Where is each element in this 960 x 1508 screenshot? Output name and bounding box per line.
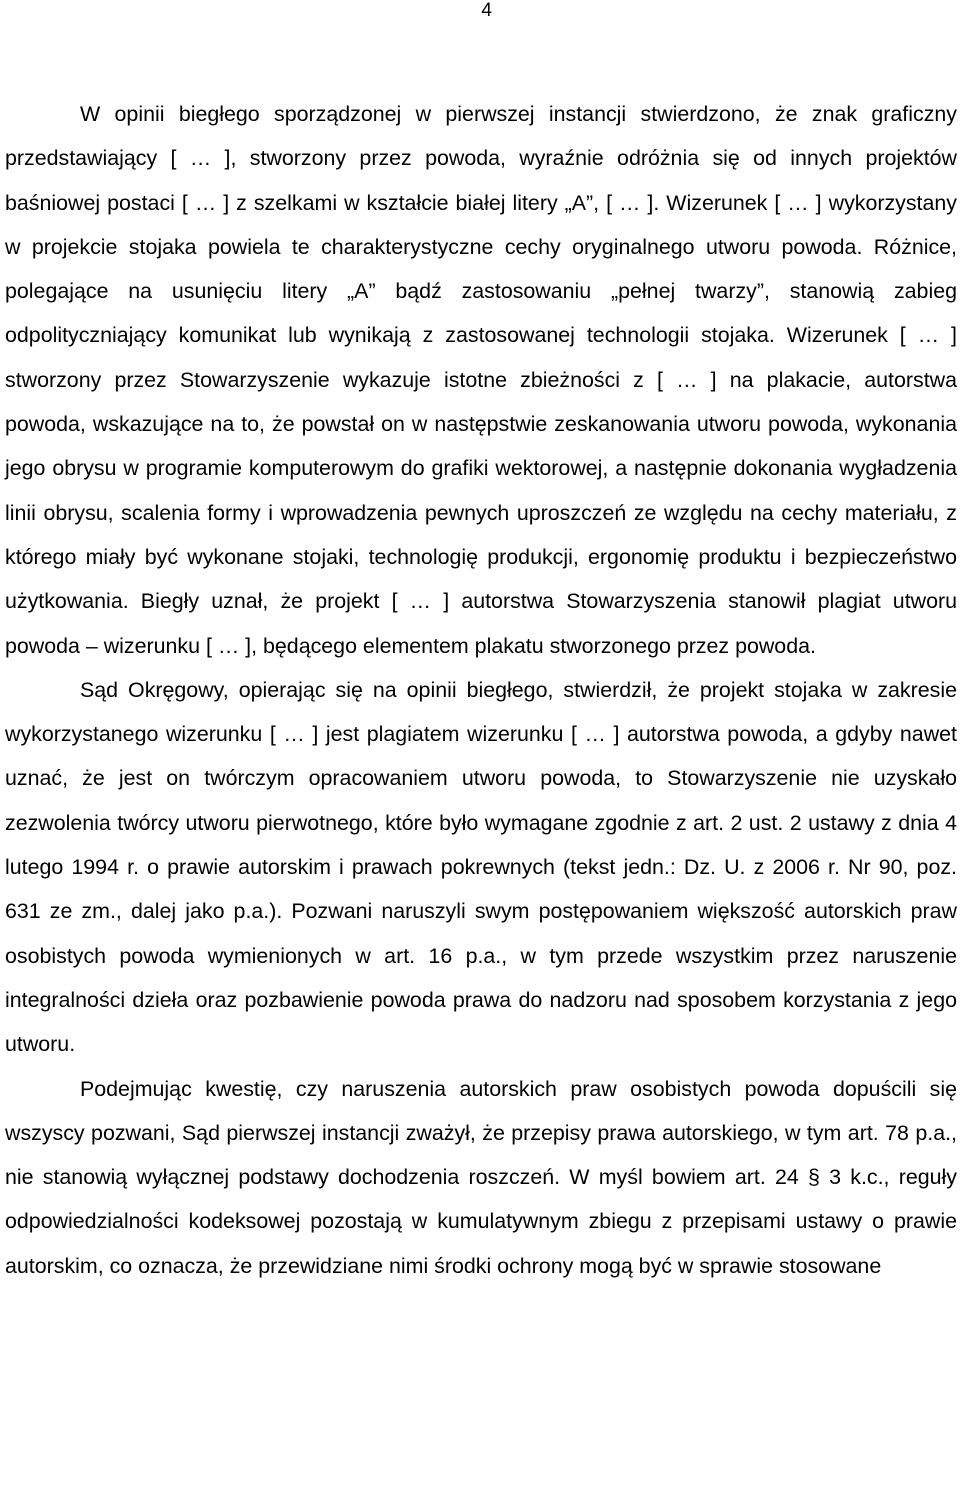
paragraph-expert-opinion: W opinii biegłego sporządzonej w pierwszej instancji stwierdzono, że znak graficzny przedstawiający [ … ], stworzony przez powoda, wyraźnie odróżnia się od innych projektów baśniowej postaci [ … ] z szelkami w kształcie białej litery „A”, [ … ]. Wizerunek [ … ] wykorzystany w projekcie stojaka powiela te charakterystyczne cechy oryginalnego utworu powoda. Różnice, polegające na usunięciu litery „A” bądź zastosowaniu „pełnej twarzy”, stanowią zabieg odpolityczniający komunikat lub wynikają z zastosowanej technologii stojaka. Wizerunek [ … ] stworzony przez Stowarzyszenie wykazuje istotne zbieżności z [ … ] na plakacie, autorstwa powoda, wskazujące na to, że powstał on w następstwie zeskanowania utworu powoda, wykonania jego obrysu w programie komputerowym do grafiki wektorowej, a następnie dokonania wygładzenia linii obrysu, scalenia formy i wprowadzenia pewnych uproszczeń ze względu na cechy materiału, z którego miały być wykonane stojaki, technologię produkcji, ergonomię produktu i bezpieczeństwo użytkowania. Biegły uznał, że projekt [ … ] autorstwa Stowarzyszenia stanowił plagiat utworu powoda – wizerunku [ … ], będącego elementem plakatu stworzonego przez powoda. (5, 102, 957, 658)
paragraph-liability-analysis: Podejmując kwestię, czy naruszenia autorskich praw osobistych powoda dopuścili się wszyscy pozwani, Sąd pierwszej instancji zważył, że przepisy prawa autorskiego, w tym art. 78 p.a., nie stanowią wyłącznej podstawy dochodzenia roszczeń. W myśl bowiem art. 24 § 3 k.c., reguły odpowiedzialności kodeksowej pozostają w kumulatywnym zbiegu z przepisami ustawy o prawie autorskim, co oznacza, że przewidziane nimi środki ochrony mogą być w sprawie stosowane (5, 1076, 957, 1278)
document-body (5, 92, 957, 1288)
paragraph-district-court-findings: Sąd Okręgowy, opierając się na opinii biegłego, stwierdził, że projekt stojaka w zakresie wykorzystanego wizerunku [ … ] jest plagiatem wizerunku [ … ] autorstwa powoda, a gdyby nawet uznać, że jest on twórczym opracowaniem utworu powoda, to Stowarzyszenie nie uzyskało zezwolenia twórcy utworu pierwotnego, które było wymagane zgodnie z art. 2 ust. 2 ustawy z dnia 4 lutego 1994 r. o prawie autorskim i prawach pokrewnych (tekst jedn.: Dz. U. z 2006 r. Nr 90, poz. 631 ze zm., dalej jako p.a.). Pozwani naruszyli swym postępowaniem większość autorskich praw osobistych powoda wymienionych w art. 16 p.a., w tym przede wszystkim przez naruszenie integralności dzieła oraz pozbawienie powoda prawa do nadzoru nad sposobem korzystania z jego utworu. (5, 677, 957, 1057)
page-number: 4 (481, 0, 492, 21)
